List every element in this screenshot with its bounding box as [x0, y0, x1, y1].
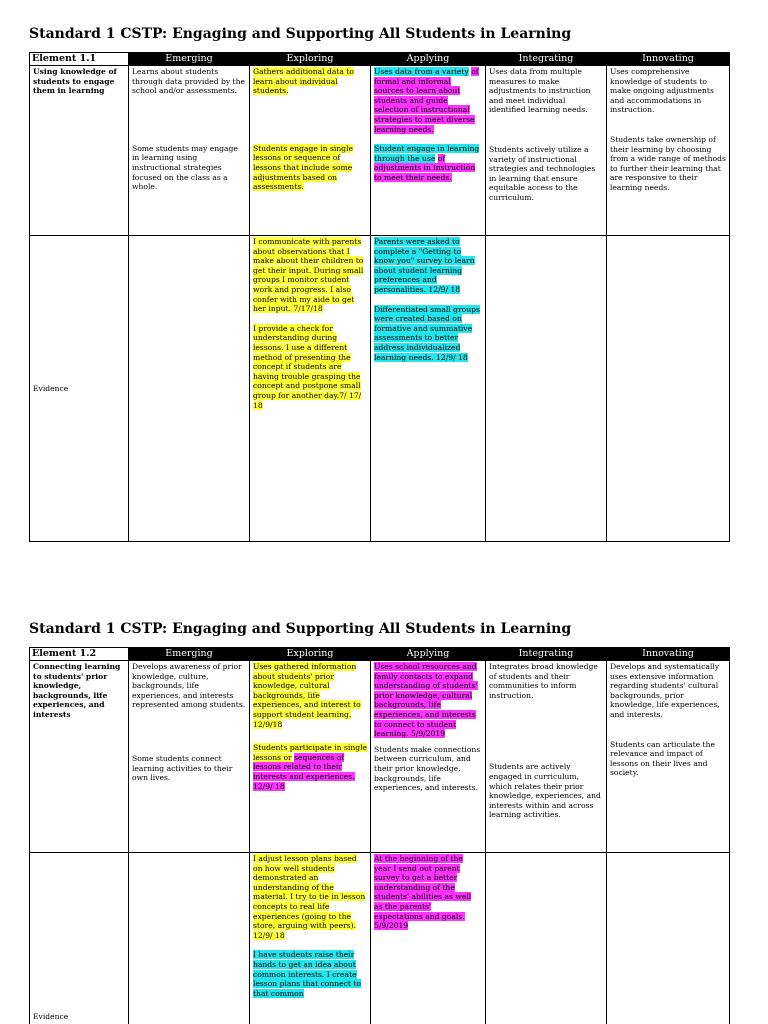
cell-applying [371, 66, 486, 236]
descriptor-text: Students actively utilize a variety of instructional strategies and technologies in learning that ensure equitable access to the curriculum. [489, 144, 596, 202]
highlighted-text: Uses school resources and family contacts to expand understanding of students' prior knowledge, cultural backgrounds, life experiences, and interests to connect to student learning. 5/9/2019 [374, 662, 478, 739]
descriptor-text: Learns about students through data provided by the school and/or assessments. [132, 67, 245, 96]
descriptor-text: Students make connections between curriculum, and their prior knowledge, backgrounds, life experiences, and interests. [374, 744, 481, 793]
standard-title: Standard 1 CSTP: Engaging and Supporting All Students in Learning [29, 621, 572, 637]
cell-applying [371, 661, 486, 853]
element-label: Element 1.1 [30, 53, 129, 66]
descriptor-text: Uses data from multiple measures to make adjustments to instruction and meet individual identified learning needs. [489, 67, 591, 115]
descriptor-text: Students are actively engaged in curriculum, which relates their prior knowledge, experiences, and interests within and across learning activities. [489, 762, 601, 820]
row-label: Connecting learning to students' prior knowledge, backgrounds, life experiences, and interests [30, 661, 129, 853]
cell-exploring [250, 661, 371, 853]
rubric-table-element-1-1 [29, 52, 730, 542]
descriptor-text: Uses comprehensive knowledge of students to make ongoing adjustments and accommodations in instruction. [610, 67, 714, 115]
descriptor-text: Some students may engage in learning using instructional strategies focused on the class as a whole. [132, 143, 238, 192]
evidence-emerging [129, 236, 250, 542]
descriptor-text: Develops awareness of prior knowledge, culture, backgrounds, life experiences, and interests represented among students. [132, 662, 246, 710]
evidence-label: Evidence [30, 853, 129, 1024]
highlighted-text: Uses gathered information about students' prior knowledge, cultural backgrounds, life experiences, and interest to support student learning. 12/9/18 [253, 662, 361, 729]
level-innovating: Innovating [607, 648, 730, 661]
level-emerging: Emerging [129, 53, 250, 66]
standard-section-2 [29, 617, 729, 1024]
evidence-text: Differentiated small groups were created based on formative and summative assessments to better address individualized learning needs. 12/9/ 18 [374, 304, 480, 362]
evidence-applying [371, 236, 486, 542]
level-innovating: Innovating [607, 53, 730, 66]
cell-innovating [607, 661, 730, 853]
evidence-row [30, 236, 730, 542]
cell-integrating [486, 66, 607, 236]
header-row [30, 53, 730, 66]
evidence-text: At the beginning of the year I send out parent survey to get a better understanding of the students' abilities as well as the parents' expectations and goals. 5/9/2019 [374, 854, 472, 931]
highlighted-text: Uses data from a variety [374, 67, 469, 76]
evidence-exploring [250, 853, 371, 1024]
row-label: Using knowledge of students to engage them in learning [30, 66, 129, 236]
highlighted-text: Students participate in single lessons or [253, 743, 368, 762]
evidence-text: Parents were asked to complete a "Getting to know you" survey to learn about student learning preferences and personalities. 12/9/ 18 [374, 237, 475, 294]
descriptor-text: Students can articulate the relevance and impact of lessons on their lives and society. [610, 739, 715, 778]
evidence-emerging [129, 853, 250, 1024]
element-label: Element 1.2 [30, 648, 129, 661]
evidence-label: Evidence [30, 236, 129, 542]
level-applying: Applying [371, 648, 486, 661]
highlighted-text: Gathers additional data to learn about individual students. [253, 67, 354, 96]
evidence-integrating [486, 236, 607, 542]
evidence-innovating [607, 853, 730, 1024]
evidence-innovating [607, 236, 730, 542]
header-row [30, 648, 730, 661]
evidence-text: I have students raise their hands to get an idea about common interests. I create lesson plans that connect to that common [253, 950, 361, 998]
cell-innovating [607, 66, 730, 236]
evidence-text: I communicate with parents about observations that I make about their children to get their input. During small groups I monitor student work and progress. I also confer with my aide to get her input. 7/17/18 [253, 237, 364, 314]
rubric-table-element-1-2 [29, 647, 730, 1024]
standard-section-1 [29, 22, 729, 542]
highlighted-text: of adjustments in instruction to meet their needs. [374, 153, 476, 182]
descriptor-text: Some students connect learning activities to their own lives. [132, 753, 233, 783]
descriptor-text: Integrates broad knowledge of students and their communities to inform instruction. [489, 662, 598, 700]
evidence-text: I adjust lesson plans based on how well students demonstrated an understanding of the material. I try to tie in lesson concepts to real life experiences (going to the store, arguing with peers). 12/9/ 18 [253, 854, 366, 940]
evidence-applying [371, 853, 486, 1024]
cell-exploring [250, 66, 371, 236]
highlighted-text: sequences of lessons related to their interests and experiences. 12/9/ 18 [253, 752, 355, 791]
cell-integrating [486, 661, 607, 853]
evidence-text: I provide a check for understanding during lessons. I use a different method of presenting the concept if students are having trouble grasping the concept and postpone small group for another day.7/ 17/ 18 [253, 323, 362, 410]
descriptor-text: Develops and systematically uses extensive information regarding students' cultural backgrounds, prior knowledge, life experiences, and interests. [610, 662, 720, 719]
highlighted-text: of formal and informal sources to learn about students and guide selection of instructional strategies to meet diverse learning needs. [374, 67, 479, 134]
highlighted-text: Student engage in learning through the use [374, 144, 480, 163]
standard-title: Standard 1 CSTP: Engaging and Supporting All Students in Learning [29, 26, 572, 42]
cell-emerging [129, 661, 250, 853]
level-exploring: Exploring [250, 53, 371, 66]
evidence-integrating [486, 853, 607, 1024]
descriptor-row [30, 66, 730, 236]
descriptor-row [30, 661, 730, 853]
evidence-exploring [250, 236, 371, 542]
level-integrating: Integrating [486, 648, 607, 661]
level-applying: Applying [371, 53, 486, 66]
level-emerging: Emerging [129, 648, 250, 661]
level-integrating: Integrating [486, 53, 607, 66]
evidence-row [30, 853, 730, 1024]
level-exploring: Exploring [250, 648, 371, 661]
highlighted-text: Students engage in single lessons or sequence of lessons that include some adjustments based on assessments. [253, 143, 354, 192]
cell-emerging [129, 66, 250, 236]
descriptor-text: Students take ownership of their learning by choosing from a wide range of methods to further their learning that are responsive to their learning needs. [610, 134, 726, 192]
